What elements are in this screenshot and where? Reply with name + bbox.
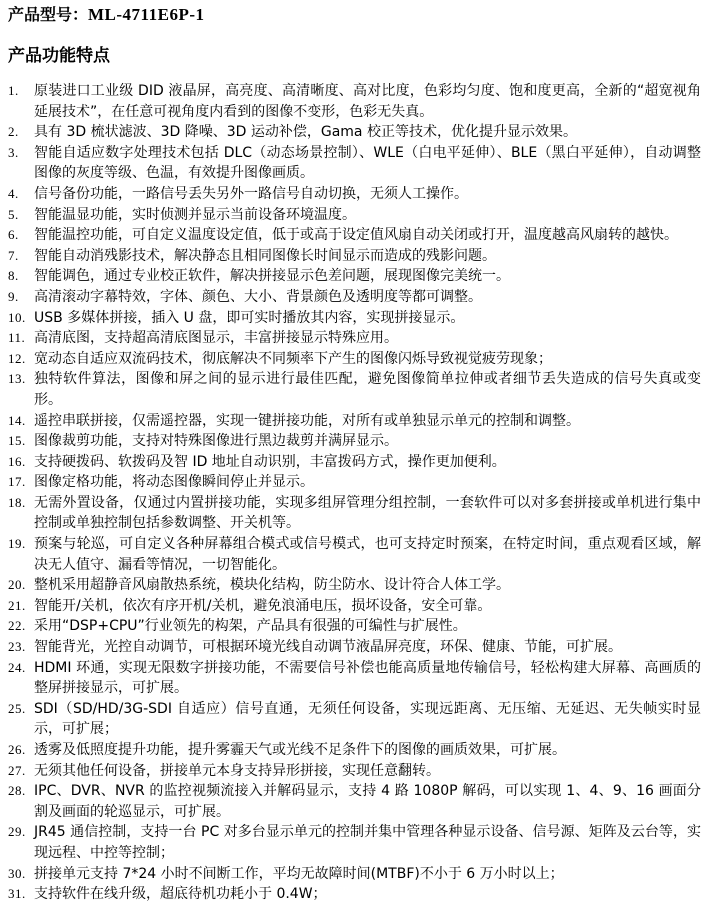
section-heading: 产品功能特点 <box>8 46 110 66</box>
list-item <box>8 534 701 575</box>
item-number: 26. <box>8 742 26 757</box>
item-number: 7. <box>8 247 19 263</box>
item-number: 16. <box>8 453 26 469</box>
item-text: 具有 3D 梳状滤波、3D 降噪、3D 运动补偿，Gama 校正等技术，优化提升显示效果。 <box>34 124 577 141</box>
list-item <box>8 143 701 184</box>
list-item <box>8 596 701 617</box>
item-text: 智能温控功能，可自定义温度设定值，低于或高于设定值风扇自动关闭或打开，温度越高风扇转的越快。 <box>34 227 678 244</box>
list-item <box>8 81 701 122</box>
list-item <box>8 328 701 349</box>
list-item <box>8 575 701 596</box>
item-number: 31. <box>8 886 26 902</box>
list-item <box>8 822 701 863</box>
item-text: 遥控串联拼接，仅需遥控器，实现一键拼接功能，对所有或单独显示单元的控制和调整。 <box>34 412 580 429</box>
item-text: 无需外置设备，仅通过内置拼接功能，实现多组屏管理分组控制，一套软件可以对多套拼接或单机进行集中控制或单独控制包括参数调整、开关机等。 <box>34 494 701 532</box>
list-item <box>8 658 701 699</box>
item-number: 22. <box>8 618 26 634</box>
item-text: 智能温显功能，实时侦测并显示当前设备环境温度。 <box>34 206 356 223</box>
item-number: 3. <box>8 144 19 160</box>
item-number: 18. <box>8 494 26 510</box>
item-number: 23. <box>8 639 26 655</box>
item-text: 宽动态自适应双流码技术，彻底解决不同频率下产生的图像闪烁导致视觉疲劳现象； <box>34 350 552 367</box>
item-text: 采用“DSP+CPU”行业领先的构架，产品具有很强的可编性与扩展性。 <box>34 618 467 635</box>
list-item <box>8 781 701 822</box>
item-text: SDI（SD/HD/3G-SDI 自适应）信号直通，无须任何设备，实现远距离、无压缩、无延迟、无失帧实时显示，可扩展； <box>34 700 701 738</box>
item-number: 19. <box>8 536 26 552</box>
item-text: 高清底图，支持超高清底图显示，丰富拼接显示特殊应用。 <box>34 330 398 347</box>
item-number: 25. <box>8 700 26 716</box>
item-number: 24. <box>8 659 26 675</box>
item-number: 8. <box>8 268 19 284</box>
item-text: 智能自适应数字处理技术包括 DLC（动态场景控制）、WLE（白电平延伸）、BLE（黑白平延伸），自动调整图像的灰度等级、色温，有效提升图像画质。 <box>34 144 701 182</box>
list-item <box>8 452 701 473</box>
item-text: 智能背光，光控自动调节，可根据环境光线自动调节液晶屏亮度，环保、健康、节能，可扩展。 <box>34 639 622 656</box>
item-text: JR45 通信控制，支持一台 PC 对多台显示单元的控制并集中管理各种显示设备、信号源、矩阵及云台等，实现远程、中控等控制； <box>34 824 701 861</box>
list-item <box>8 369 701 410</box>
item-number: 4. <box>8 185 19 201</box>
list-item <box>8 864 701 885</box>
feature-list <box>8 81 701 905</box>
list-item <box>8 205 701 226</box>
product-model-label: 产品型号： <box>8 5 89 24</box>
list-item <box>8 246 701 267</box>
list-item <box>8 761 701 782</box>
list-item <box>8 411 701 432</box>
list-item <box>8 493 701 534</box>
item-text: 图像裁剪功能，支持对特殊图像进行黑边裁剪并满屏显示。 <box>34 433 398 450</box>
item-number: 11. <box>8 330 26 346</box>
item-text: IPC、DVR、NVR 的监控视频流接入并解码显示，支持 4 路 1080P 解码，可以实现 1、4、9、16 画面分割及画面的轮巡显示，可扩展。 <box>34 783 701 820</box>
item-number: 9. <box>8 288 19 304</box>
list-item <box>8 884 701 905</box>
item-text: 支持软件在线升级，超底待机功耗小于 0.4W； <box>34 886 327 903</box>
list-item <box>8 122 701 143</box>
item-text: 透雾及低照度提升功能，提升雾霾天气或光线不足条件下的图像的画质效果，可扩展。 <box>34 742 566 758</box>
product-model-title <box>8 5 701 24</box>
item-number: 17. <box>8 474 26 490</box>
item-number: 14. <box>8 412 26 428</box>
item-text: 智能调色，通过专业校正软件，解决拼接显示色差问题，展现图像完美统一。 <box>34 268 510 285</box>
item-number: 13. <box>8 371 26 387</box>
item-text: 高清滚动字幕特效，字体、颜色、大小、背景颜色及透明度等都可调整。 <box>34 288 482 305</box>
item-number: 29. <box>8 824 26 840</box>
item-text: 原装进口工业级 DID 液晶屏，高亮度、高清晰度、高对比度，色彩均匀度、饱和度更高，全新的“超宽视角延展技术”，在任意可视角度内看到的图像不变形，色彩无失真。 <box>34 83 701 120</box>
item-text: 支持硬拨码、软拨码及智 ID 地址自动识别，丰富拨码方式，操作更加便利。 <box>34 453 506 470</box>
item-number: 6. <box>8 227 19 243</box>
item-text: HDMI 环通，实现无限数字拼接功能，不需要信号补偿也能高质量地传输信号，轻松构建大屏幕、高画质的整屏拼接显示，可扩展。 <box>34 659 701 697</box>
list-item <box>8 225 701 246</box>
item-number: 30. <box>8 865 26 881</box>
list-item <box>8 431 701 452</box>
list-item <box>8 287 701 308</box>
item-number: 20. <box>8 577 26 593</box>
item-text: 图像定格功能，将动态图像瞬间停止并显示。 <box>34 474 314 491</box>
item-text: 信号备份功能，一路信号丢失另外一路信号自动切换，无须人工操作。 <box>34 185 468 202</box>
list-item <box>8 266 701 287</box>
item-number: 5. <box>8 206 19 222</box>
list-item <box>8 349 701 370</box>
list-item <box>8 740 701 761</box>
list-item <box>8 308 701 329</box>
item-number: 10. <box>8 309 26 325</box>
item-text: 整机采用超静音风扇散热系统，模块化结构，防尘防水、设计符合人体工学。 <box>34 577 510 594</box>
item-text: 智能自动消残影技术，解决静态且相同图像长时间显示而造成的残影问题。 <box>34 247 496 264</box>
item-text: USB 多媒体拼接，插入 U 盘，即可实时播放其内容，实现拼接显示。 <box>34 309 465 326</box>
item-text: 预案与轮巡，可自定义各种屏幕组合模式或信号模式，也可支持定时预案，在特定时间，重点观看区域，解决无人值守、漏看等情况，一切智能化。 <box>34 536 701 573</box>
item-number: 21. <box>8 597 26 613</box>
list-item <box>8 637 701 658</box>
product-model-value: ML-4711E6P-1 <box>88 5 205 24</box>
item-number: 28. <box>8 783 26 799</box>
list-item <box>8 699 701 740</box>
item-text: 独特软件算法，图像和屏之间的显示进行最佳匹配，避免图像简单拉伸或者细节丢失造成的信号失真或变形。 <box>34 371 701 408</box>
item-number: 12. <box>8 350 26 366</box>
item-text: 拼接单元支持 7*24 小时不间断工作，平均无故障时间(MTBF)不小于 6 万小时以上； <box>34 865 564 882</box>
list-item <box>8 184 701 205</box>
item-number: 15. <box>8 433 26 449</box>
item-text: 智能开/关机，依次有序开机/关机，避免浪涌电压，损坏设备，安全可靠。 <box>34 597 492 614</box>
item-number: 27. <box>8 762 26 778</box>
item-number: 2. <box>8 124 19 140</box>
item-text: 无须其他任何设备，拼接单元本身支持异形拼接，实现任意翻转。 <box>34 762 440 779</box>
item-number: 1. <box>8 83 19 98</box>
list-item <box>8 472 701 493</box>
list-item <box>8 616 701 637</box>
